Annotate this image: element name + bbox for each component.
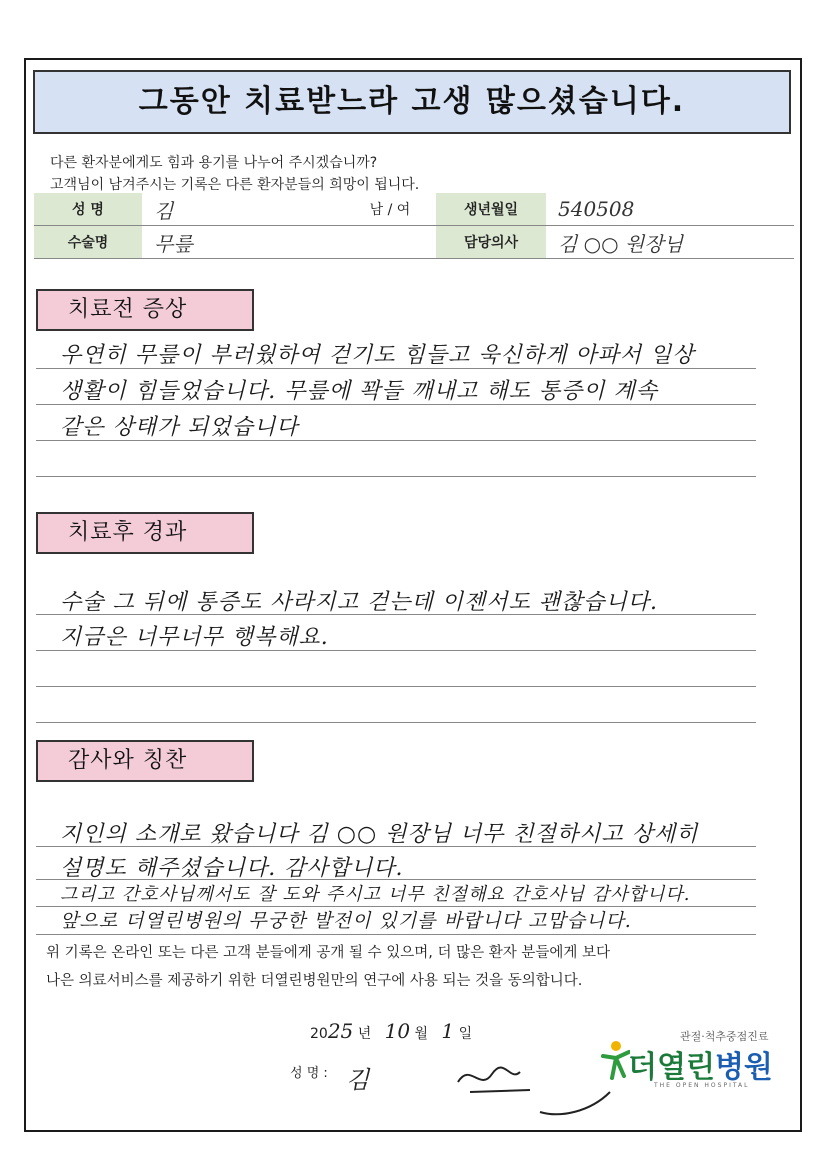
ruled-line <box>36 650 756 651</box>
section-heading-thanks <box>36 740 254 782</box>
page-title: 그동안 치료받느라 고생 많으셨습니다. <box>138 84 686 119</box>
logo-name-part1: 더열린 <box>628 1050 715 1085</box>
ruled-line <box>36 934 756 935</box>
section-heading-after <box>36 512 254 554</box>
logo-tagline: 관절·척추중점진료 <box>680 1030 769 1043</box>
signature-scribble-icon <box>450 1052 620 1122</box>
ruled-line <box>36 476 756 477</box>
doctor-label: 담당의사 <box>436 226 546 259</box>
ruled-line <box>36 846 756 847</box>
ruled-line <box>36 686 756 687</box>
logo-name <box>628 1042 773 1086</box>
title-banner <box>33 70 791 134</box>
date-day-value[interactable]: 1 <box>441 1019 455 1043</box>
dob-value[interactable]: 540508 <box>546 193 794 226</box>
name-value[interactable]: 김 <box>142 193 344 226</box>
date-month-value[interactable]: 10 <box>384 1019 411 1043</box>
before-text-line-1[interactable]: 우연히 무릎이 부러웠하여 걷기도 힘들고 욱신하게 아파서 일상 <box>60 343 695 368</box>
section-heading-before-label: 치료전 증상 <box>68 297 188 322</box>
thanks-text-line-4[interactable]: 앞으로 더열린병원의 무궁한 발전이 있기를 바랍니다 고맙습니다. <box>60 910 632 932</box>
ruled-line <box>36 404 756 405</box>
sex-selector[interactable]: 남 / 여 <box>344 193 436 226</box>
doctor-value[interactable]: 김 ○○ 원장님 <box>546 226 794 259</box>
dob-label: 생년월일 <box>436 193 546 226</box>
thanks-text-line-1[interactable]: 지인의 소개로 왔습니다 김 ○○ 원장님 너무 친절하시고 상세히 <box>60 822 699 847</box>
logo-name-part2: 병원 <box>714 1050 773 1085</box>
logo-figure-icon <box>600 1038 630 1082</box>
after-text-line-2[interactable]: 지금은 너무너무 행복해요. <box>60 625 329 650</box>
consent-line-2: 나은 의료서비스를 제공하기 위한 더열린병원만의 연구에 사용 되는 것을 동의합니다. <box>46 973 583 989</box>
ruled-line <box>36 368 756 369</box>
date-row <box>310 1019 472 1043</box>
consent-line-1: 위 기록은 온라인 또는 다른 고객 분들에게 공개 될 수 있으며, 더 많은 환자 분들에게 보다 <box>46 945 610 961</box>
ruled-line <box>36 722 756 723</box>
before-text-line-3[interactable]: 같은 상태가 되었습니다 <box>60 415 299 440</box>
date-day-label: 일 <box>458 1026 473 1042</box>
thanks-text-line-3[interactable]: 그리고 간호사님께서도 잘 도와 주시고 너무 친절해요 간호사님 감사합니다. <box>60 884 691 905</box>
hospital-logo <box>600 1028 790 1098</box>
surgery-value[interactable]: 무릎 <box>142 226 436 259</box>
date-year-value[interactable]: 25 <box>327 1019 354 1043</box>
section-heading-after-label: 치료후 경과 <box>68 520 188 545</box>
signature-name[interactable]: 김 <box>346 1066 370 1094</box>
logo-english: THE OPEN HOSPITAL <box>654 1082 750 1089</box>
name-label: 성 명 <box>34 193 142 226</box>
after-text-line-1[interactable]: 수술 그 뒤에 통증도 사라지고 걷는데 이젠서도 괜찮습니다. <box>60 590 658 615</box>
section-heading-thanks-label: 감사와 칭찬 <box>68 748 188 773</box>
intro-line-2: 고객님이 남겨주시는 기록은 다른 환자분들의 희망이 됩니다. <box>50 177 420 193</box>
ruled-line <box>36 440 756 441</box>
surgery-label: 수술명 <box>34 226 142 259</box>
before-text-line-2[interactable]: 생활이 힘들었습니다. 무릎에 꽉들 깨내고 해도 통증이 계속 <box>60 379 658 404</box>
date-year-label: 년 <box>357 1026 372 1042</box>
ruled-line <box>36 614 756 615</box>
date-year-prefix: 20 <box>310 1026 328 1042</box>
thanks-text-line-2[interactable]: 설명도 해주셨습니다. 감사합니다. <box>60 856 404 881</box>
signature-label: 성 명 : <box>290 1066 328 1081</box>
date-month-label: 월 <box>414 1026 429 1042</box>
intro-line-1: 다른 환자분에게도 힘과 용기를 나누어 주시겠습니까? <box>50 155 378 171</box>
patient-info-table <box>34 193 794 259</box>
section-heading-before <box>36 289 254 331</box>
